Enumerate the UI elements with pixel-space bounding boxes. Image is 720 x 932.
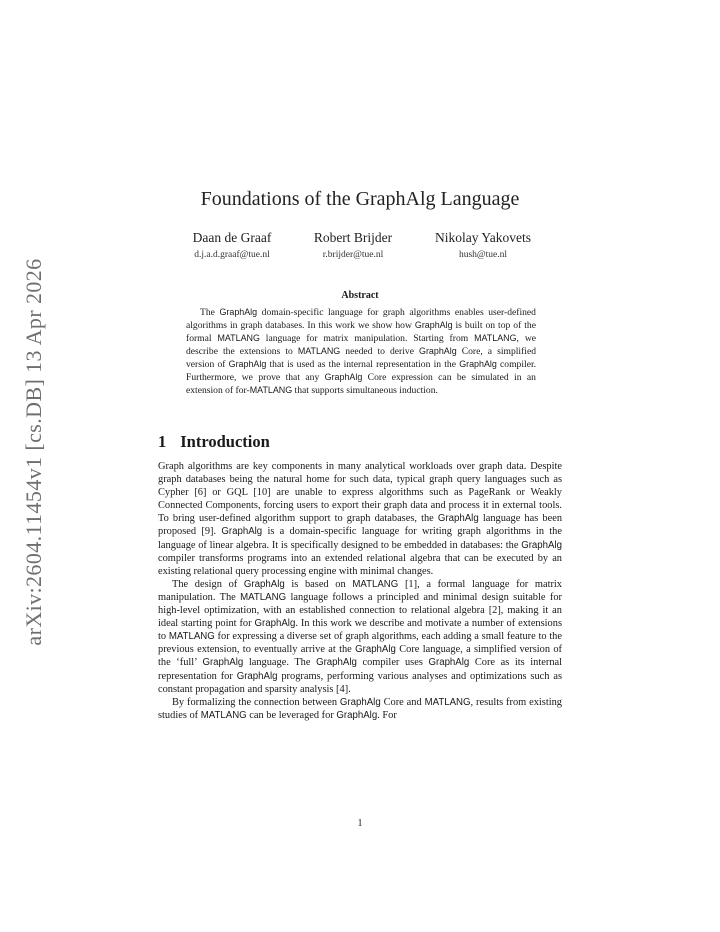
author-email: r.brijder@tue.nl [322,250,384,260]
author-block [162,230,302,260]
section-number: 1 [158,432,167,451]
page-number: 1 [357,818,363,829]
paragraph: Graph algorithms are key components in many analytical workloads over graph data. Despite graph databases being the natural home for such data, typical graph query languages such as Cypher [6] or GQL [10] are unable to express algorithms such as PageRank or Weakly Connected Components, forcing users to export their graph data and process it in external tools. To bring user-defined algorithm support to graph databases, the GraphAlg language has been proposed [9]. GraphAlg is a domain-specific language for writing graph algorithms in the language of linear algebra. It is specifically designed to be embedded in databases: the GraphAlg compiler transforms programs into an extended relational algebra that can be executed by an existing relational query processing engine with minimal changes. [158,461,563,577]
section-heading [158,432,270,452]
section-body [158,460,562,722]
section-title: Introduction [180,432,270,451]
abstract-heading: Abstract [341,290,379,301]
author-email: hush@tue.nl [458,250,508,260]
author-email: d.j.a.d.graaf@tue.nl [194,250,270,260]
paper-title: Foundations of the GraphAlg Language [200,188,520,210]
author-block [283,230,423,260]
arxiv-identifier: arXiv:2604.11454v1 [cs.DB] 13 Apr 2026 [21,258,46,646]
author-name: Nikolay Yakovets [434,230,531,245]
arxiv-sidebar [14,258,54,646]
author-name: Robert Brijder [313,230,393,245]
paragraph: The design of GraphAlg is based on MATLANG [1], a formal language for matrix manipulation. The MATLANG language follows a principled and minimal design suitable for high-level optimization, with an established connection to relational algebra [2], making it an ideal starting point for GraphAlg. In this work we describe and motivate a number of extensions to MATLANG for expressing a diverse set of graph algorithms, each adding a small feature to the previous extension, to eventually arrive at the GraphAlg Core language, a simplified version of the ‘full’ GraphAlg language. The GraphAlg compiler uses GraphAlg Core as its internal representation for GraphAlg programs, performing various analyses and optimizations such as constant propagation and sparsity analysis [4]. [158,578,563,695]
paragraph: By formalizing the connection between GraphAlg Core and MATLANG, results from existing studies of MATLANG can be leveraged for GraphAlg. For [158,696,563,721]
abstract-text: The GraphAlg domain-specific language for graph algorithms enables user-defined algorithms in graph databases. In this work we show how GraphAlg is built on top of the formal MATLANG language for matrix manipulation. Starting from MATLANG, we describe the extensions to MATLANG needed to derive GraphAlg Core, a simplified version of GraphAlg that is used as the internal representation in the GraphAlg compiler. Furthermore, we prove that any GraphAlg Core expression can be simulated in an extension of for-MATLANG that supports simultaneous induction. [186,307,537,396]
author-block [413,230,553,260]
author-name: Daan de Graaf [192,230,272,245]
